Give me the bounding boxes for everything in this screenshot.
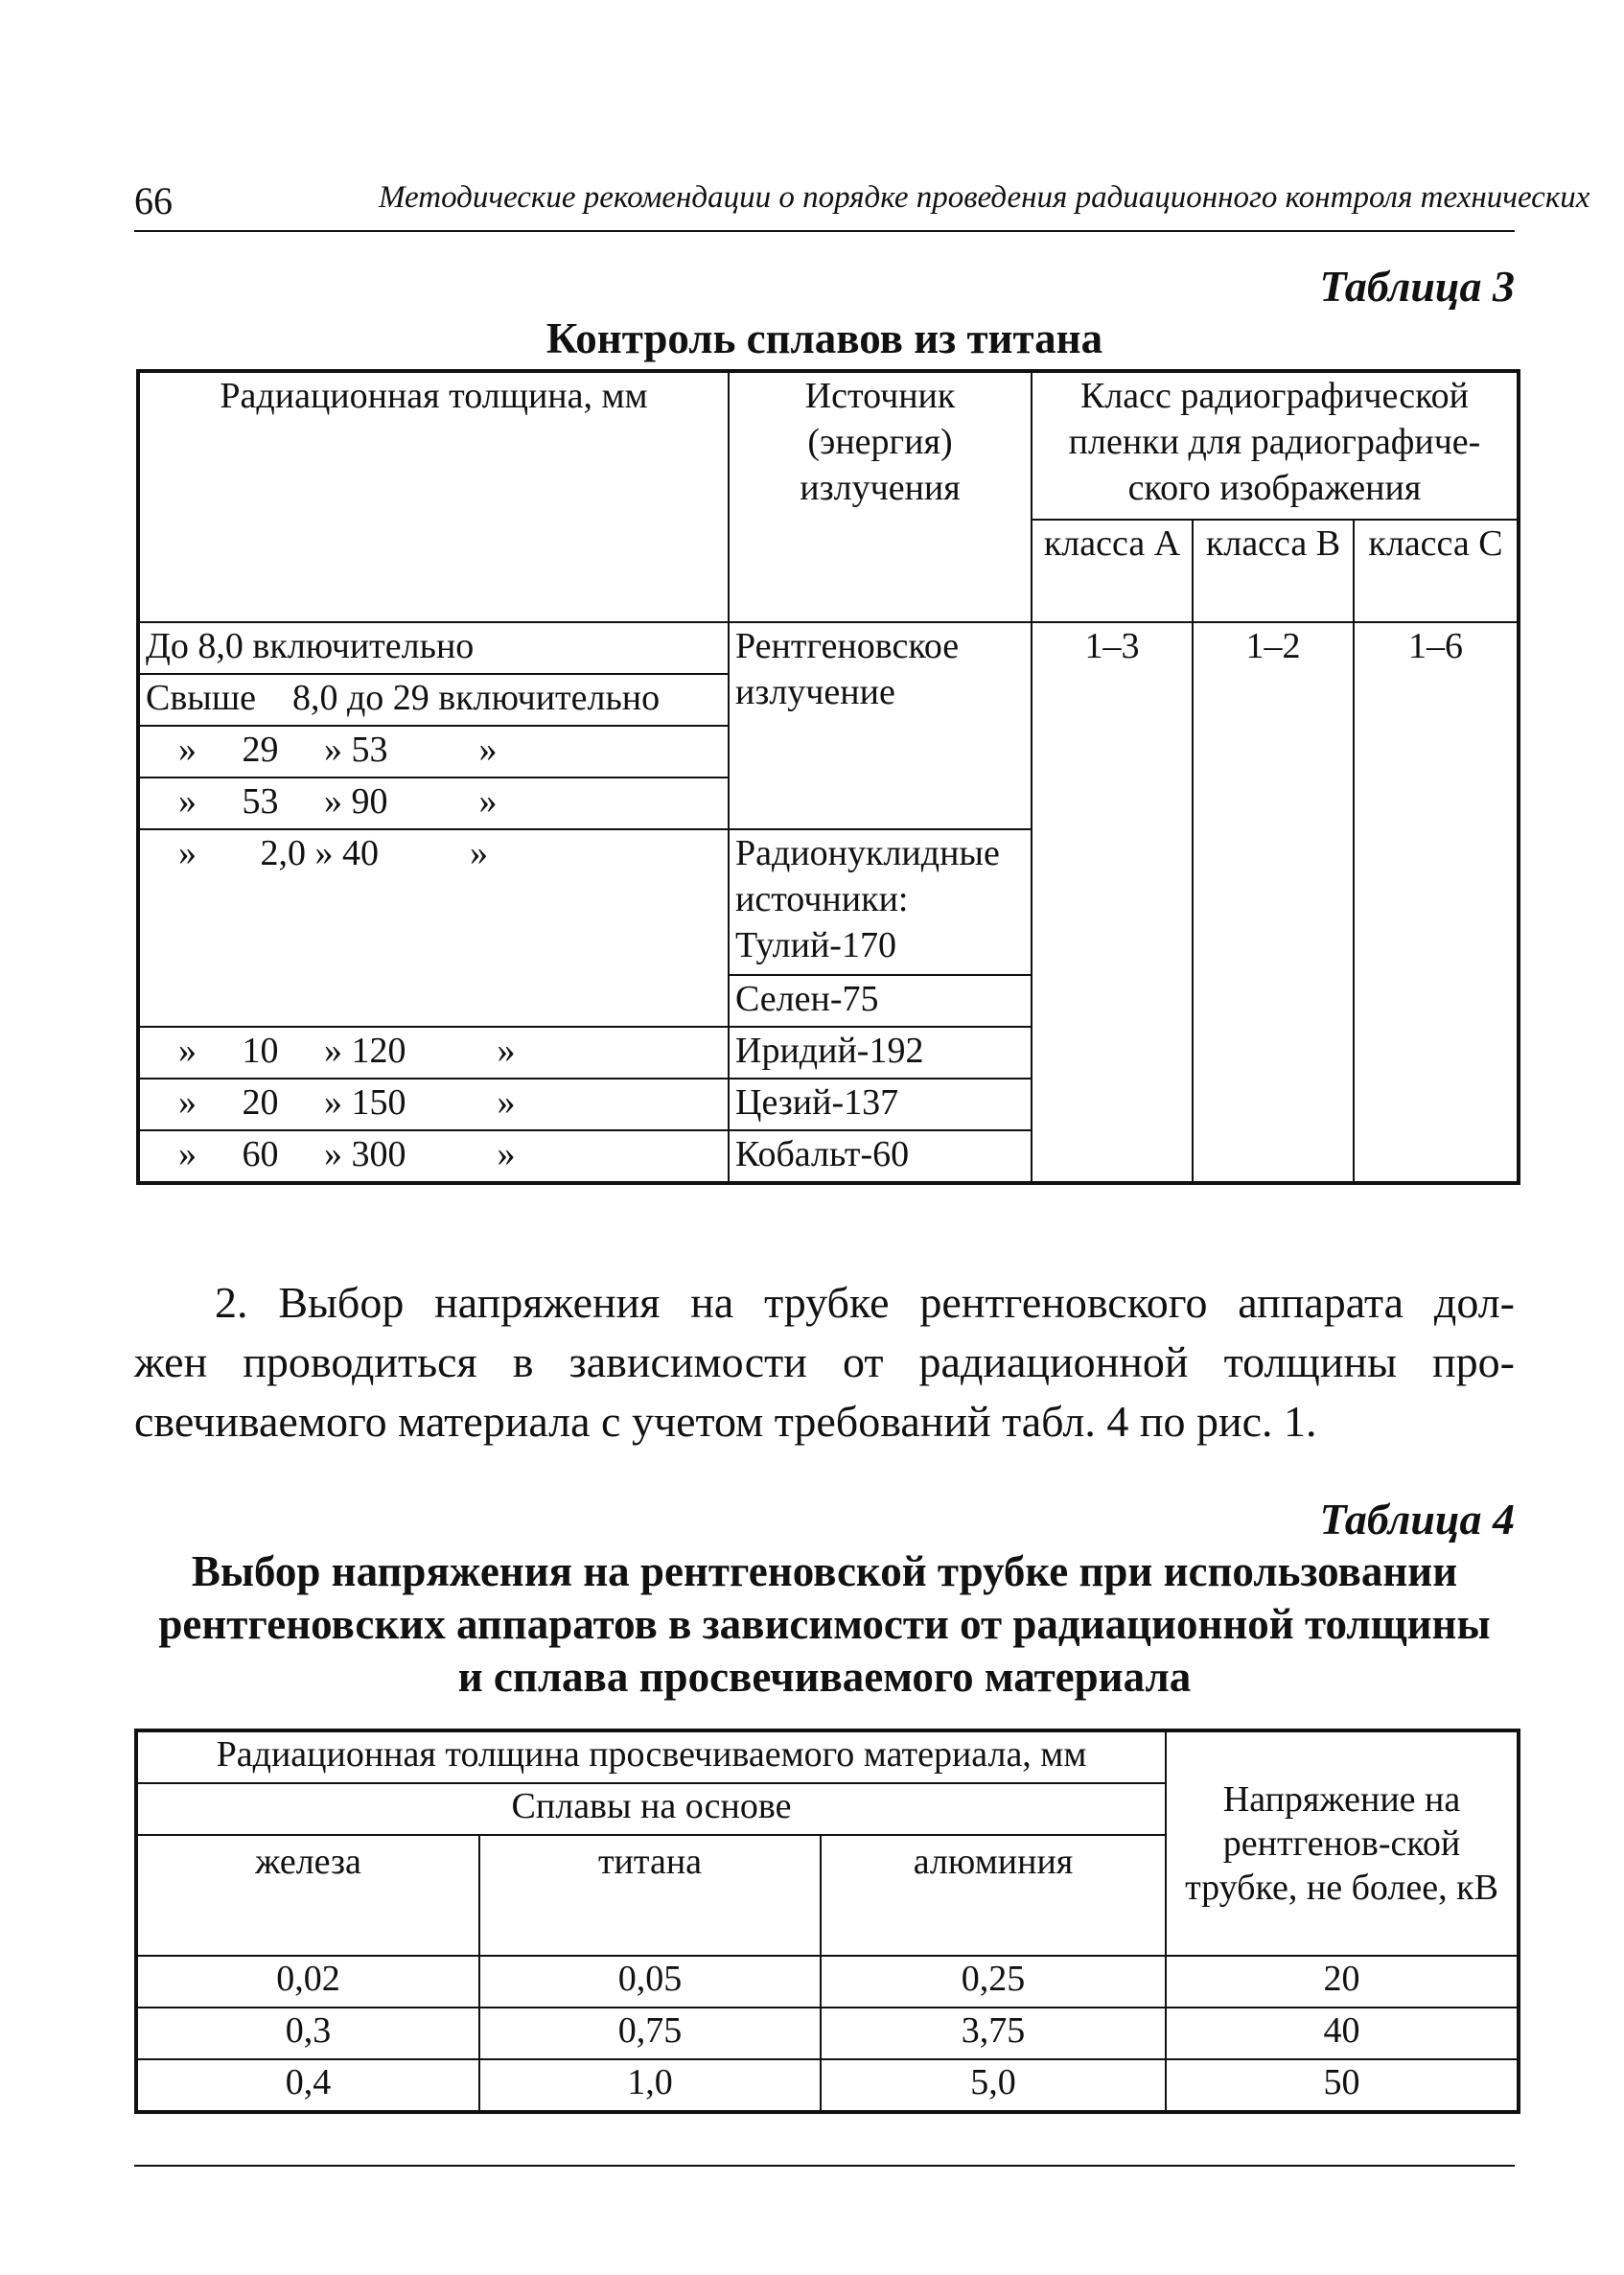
table3-row-thickness: » 29 » 53 »: [138, 726, 729, 778]
table3-source-iridium: Иридий-192: [729, 1027, 1032, 1079]
table4-title-line: Выбор напряжения на рентгеновской трубке при использовании: [191, 1547, 1458, 1595]
table4-cell-aluminum: 0,25: [821, 1956, 1166, 2008]
table3-source-xray: Рентгеновское излучение: [729, 622, 1032, 829]
table3-class-b-value: 1–2: [1193, 622, 1354, 1183]
paragraph-line: жен проводиться в зависимости от радиационной толщины про-: [134, 1337, 1515, 1386]
page-number: 66: [134, 179, 173, 222]
table4-header-titanium: титана: [479, 1835, 821, 1956]
table4-label: Таблица 4: [1319, 1495, 1515, 1544]
paragraph-line: свечиваемого материала с учетом требований табл. 4 по рис. 1.: [134, 1397, 1317, 1446]
table3-class-a-value: 1–3: [1032, 622, 1193, 1183]
table3-title: Контроль сплавов из титана: [545, 314, 1103, 362]
table3: [136, 369, 1520, 1185]
table4: [134, 1729, 1520, 2114]
table3-row-thickness: » 10 » 120 »: [138, 1027, 729, 1079]
table4-cell-voltage: 20: [1166, 1956, 1519, 2008]
table3-row-thickness: » 60 » 300 »: [138, 1130, 729, 1183]
table4-cell-titanium: 0,75: [479, 2008, 821, 2059]
table3-header-class-c: класса С: [1354, 520, 1519, 622]
table3-row-thickness: Свыше 8,0 до 29 включительно: [138, 674, 729, 726]
table3-header-thickness: Радиационная толщина, мм: [138, 371, 729, 622]
table3-header-class-a: класса А: [1032, 520, 1193, 622]
running-title: Методические рекомендации о порядке проведения радиационного контроля технических: [379, 180, 1590, 215]
table3-source-cobalt: Кобальт-60: [729, 1130, 1032, 1183]
table4-cell-titanium: 1,0: [479, 2059, 821, 2112]
table4-header-voltage: Напряжение на рентгенов-ской трубке, не более, кВ: [1166, 1730, 1519, 1956]
table4-cell-iron: 0,4: [136, 2059, 479, 2112]
table4-header-aluminum: алюминия: [821, 1835, 1166, 1956]
header-rule: [134, 230, 1515, 232]
paragraph-line: 2. Выбор напряжения на трубке рентгеновского аппарата дол-: [215, 1278, 1515, 1327]
table4-cell-titanium: 0,05: [479, 1956, 821, 2008]
table3-row-thickness: До 8,0 включительно: [138, 622, 729, 674]
table3-row-thickness: » 2,0 » 40 »: [138, 829, 729, 1027]
table3-header-film-class: Класс радиографической пленки для радиографиче-ского изображения: [1032, 371, 1519, 520]
body-paragraph: [134, 1273, 1515, 1451]
table4-cell-voltage: 40: [1166, 2008, 1519, 2059]
table4-title-line: и сплава просвечиваемого материала: [457, 1653, 1192, 1701]
table4-title-line: рентгеновских аппаратов в зависимости от радиационной толщины: [158, 1600, 1491, 1648]
table4-cell-iron: 0,02: [136, 1956, 479, 2008]
table4-title: [134, 1545, 1515, 1704]
table3-row-thickness: » 20 » 150 »: [138, 1079, 729, 1130]
table4-cell-aluminum: 3,75: [821, 2008, 1166, 2059]
table3-label: Таблица 3: [1319, 262, 1515, 311]
table4-cell-aluminum: 5,0: [821, 2059, 1166, 2112]
table4-cell-iron: 0,3: [136, 2008, 479, 2059]
table3-row-thickness: » 53 » 90 »: [138, 778, 729, 829]
table3-class-c-value: 1–6: [1354, 622, 1519, 1183]
table3-source-selenium: Селен-75: [729, 975, 1032, 1027]
table3-source-cesium: Цезий-137: [729, 1079, 1032, 1130]
table3-header-source: Источник (энергия) излучения: [729, 371, 1032, 622]
table4-header-iron: железа: [136, 1835, 479, 1956]
table4-header-alloys: Сплавы на основе: [136, 1783, 1166, 1835]
table4-cell-voltage: 50: [1166, 2059, 1519, 2112]
footer-rule: [134, 2165, 1515, 2167]
table4-header-thickness: Радиационная толщина просвечиваемого материала, мм: [136, 1730, 1166, 1783]
table3-header-class-b: класса В: [1193, 520, 1354, 622]
table3-source-radionuclide: Радионуклидные источники: Тулий-170: [729, 829, 1032, 975]
